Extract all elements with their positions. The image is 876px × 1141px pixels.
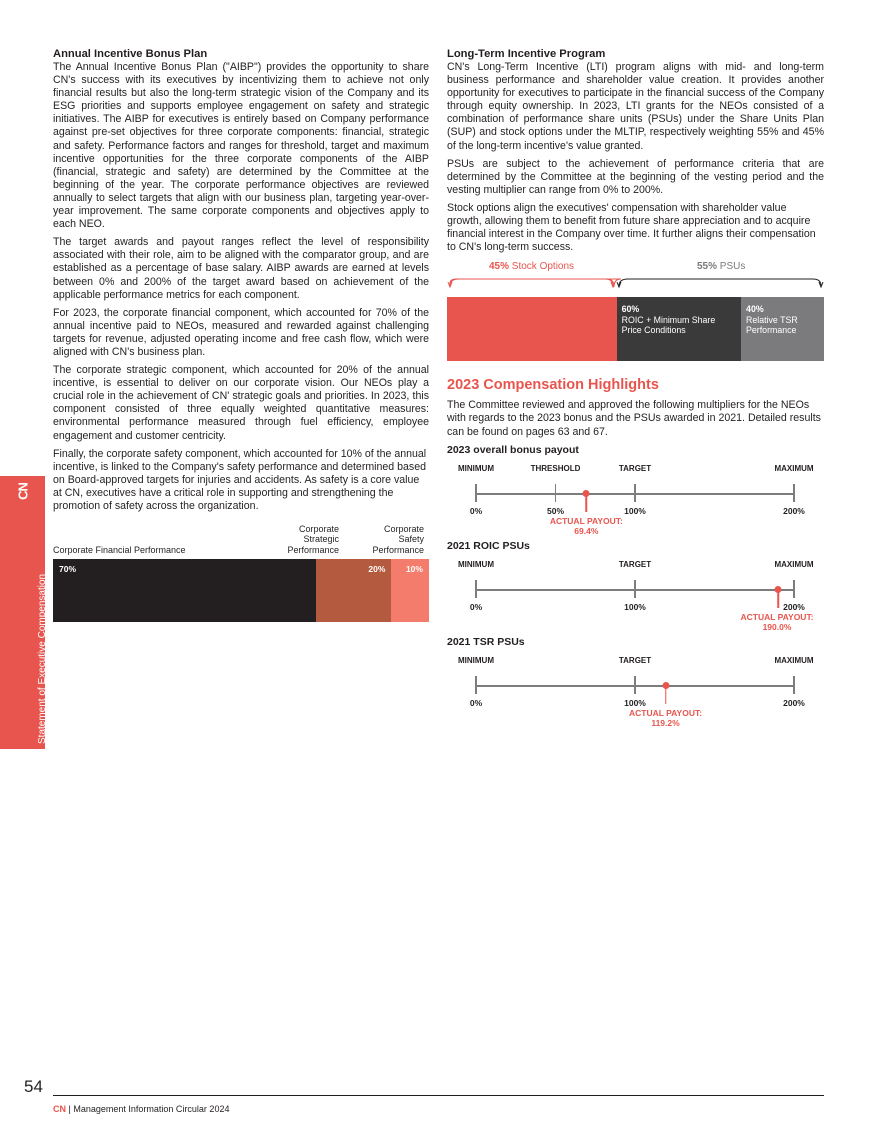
stock-options-segment bbox=[447, 297, 617, 361]
lti-paragraph-3: Stock options align the executives' compensation with shareholder value growth, allowing them to benefit from future share appreciation and to acquire financial interest in the Company over time. It further aligns their compensation to CN's long-term success. bbox=[447, 201, 816, 254]
roic-pct: 60% bbox=[621, 304, 640, 315]
tick-name-target: TARGET bbox=[618, 559, 652, 569]
roic-segment bbox=[617, 297, 741, 361]
bonus-payout-scale bbox=[447, 464, 824, 542]
tick-mark bbox=[793, 676, 795, 694]
tick-value: 200% bbox=[783, 505, 805, 516]
aibp-weighting-bar bbox=[53, 559, 429, 622]
section-title-vertical: Statement of Executive Compensation bbox=[37, 573, 48, 744]
aibp-component-labels bbox=[53, 519, 429, 559]
strategic-label: Corporate Strategic Performance bbox=[287, 523, 339, 555]
aibp-paragraph-4: The corporate strategic component, which accounted for 20% of the annual incentive, is essential to deliver on our corporate vision. Our NEOs play a crucial role in the achievement of CN' strategic goals and priorities. In 2023, this component consisted of three equally weighted quantitative measures: environmental performance measured through fuel efficiency, employee engagement and customer centricity. bbox=[53, 364, 429, 442]
tick-mark bbox=[793, 580, 795, 598]
tsr-segment bbox=[741, 297, 824, 361]
actual-payout-label bbox=[740, 612, 813, 632]
tick-mark bbox=[634, 484, 636, 502]
footer-doc-title: Management Information Circular 2024 bbox=[73, 1104, 230, 1114]
scale-title-tsr: 2021 TSR PSUs bbox=[447, 635, 525, 648]
lti-bar-header bbox=[447, 261, 824, 297]
tick-mark bbox=[634, 676, 636, 694]
footer-rule bbox=[53, 1095, 824, 1096]
actual-payout-caption: ACTUAL PAYOUT: bbox=[628, 707, 703, 718]
aibp-paragraph-2: The target awards and payout ranges reflect the level of responsibility associated with their role, aim to be aligned with the comparator group, and are established as a percentage of base salary. AIBP awards are earned at levels between 0% and 200% of the target award based on achievement of the applicable performance metrics for each component. bbox=[53, 236, 429, 301]
lti-brackets bbox=[447, 265, 824, 297]
tick-value: 0% bbox=[469, 505, 483, 516]
scale-title-bonus: 2023 overall bonus payout bbox=[447, 443, 579, 456]
tick-name-threshold: THRESHOLD bbox=[530, 463, 581, 473]
tick-name-maximum: MAXIMUM bbox=[774, 559, 814, 569]
tick-value: 100% bbox=[624, 601, 646, 612]
tick-value: 200% bbox=[783, 697, 805, 708]
strategic-pct: 20% bbox=[368, 564, 386, 575]
scale-title-roic: 2021 ROIC PSUs bbox=[447, 539, 530, 552]
tick-value: 0% bbox=[469, 697, 483, 708]
tick-name-maximum: MAXIMUM bbox=[774, 655, 814, 665]
highlights-title: 2023 Compensation Highlights bbox=[447, 377, 659, 394]
financial-label: Corporate Financial Performance bbox=[53, 544, 186, 555]
tsr-psu-scale bbox=[447, 656, 824, 734]
actual-payout-value: 190.0% bbox=[762, 621, 792, 632]
lti-heading: Long-Term Incentive Program bbox=[447, 48, 606, 60]
tick-mark bbox=[475, 676, 477, 694]
tsr-pct: 40% bbox=[746, 304, 764, 315]
roic-psu-scale bbox=[447, 560, 824, 638]
tick-value: 200% bbox=[783, 601, 805, 612]
tick-mark bbox=[475, 580, 477, 598]
tick-name-minimum: MINIMUM bbox=[458, 655, 494, 665]
actual-payout-value: 69.4% bbox=[574, 525, 599, 536]
tick-name-minimum: MINIMUM bbox=[458, 559, 494, 569]
strategic-segment bbox=[316, 559, 391, 622]
footer-separator: | bbox=[68, 1104, 71, 1114]
actual-payout-value: 119.2% bbox=[651, 717, 680, 728]
stock-options-label: Stock Options bbox=[511, 261, 575, 273]
lti-weighting-bar bbox=[447, 297, 824, 361]
tick-value: 100% bbox=[624, 505, 646, 516]
tick-value: 100% bbox=[624, 697, 646, 708]
footer-brand: CN bbox=[53, 1104, 66, 1114]
aibp-heading: Annual Incentive Bonus Plan bbox=[53, 48, 208, 60]
left-column bbox=[53, 48, 429, 622]
page-number: 54 bbox=[24, 1077, 43, 1096]
tick-mark bbox=[634, 580, 636, 598]
roic-label: ROIC + Minimum Share Price Conditions bbox=[621, 314, 716, 336]
aibp-paragraph-1: The Annual Incentive Bonus Plan ("AIBP") provides the opportunity to share CN's success with its executives by incentivizing them to achieve not only financial results but also the long-term strategic vision of the Company and its ESG priorities and supports employee engagement on safety and strategic initiatives. The AIBP for executives is entirely based on Company performance against pre-set objectives for three corporate components: financial, strategic and safety. Performance factors and ranges for threshold, target and maximum incentive opportunities for the three corporate components of the AIBP (financial, strategic and safety) are determined by the Committee at the beginning of the year. The corporate performance objectives are reviewed annually to select targets that align with our business plan, targeting year-over-year improvement. The same corporate components and objectives apply to each NEO. bbox=[53, 61, 429, 231]
financial-pct: 70% bbox=[59, 564, 77, 575]
actual-payout-label bbox=[550, 516, 623, 536]
tick-mark bbox=[555, 484, 557, 502]
lti-paragraph-1: CN's Long-Term Incentive (LTI) program aligns with mid- and long-term business performance and shareholder value creation. It provides another opportunity for executives to participate in the financial success of the Company through equity ownership. In 2023, LTI grants for the NEOs consisted of a combination of performance share units (PSUs) under the Share Units Plan (SUP) and stock options under the MLTIP, respectively weighting 55% and 45% of the long-term incentive's value granted. bbox=[447, 61, 824, 152]
actual-payout-marker bbox=[775, 586, 782, 593]
actual-payout-label bbox=[629, 708, 702, 728]
actual-payout-marker bbox=[662, 682, 669, 689]
tick-name-target: TARGET bbox=[618, 463, 652, 473]
highlights-intro: The Committee reviewed and approved the following multipliers for the NEOs with regards to the 2023 bonus and the PSUs awarded in 2021. Detailed results can be found on pages 63 and 67. bbox=[447, 399, 821, 438]
tsr-label: Relative TSR Performance bbox=[746, 314, 798, 336]
cn-logo: CN bbox=[15, 483, 31, 500]
aibp-paragraph-5: Finally, the corporate safety component, which accounted for 10% of the annual incentive, is linked to the Company's safety performance and determined based on Board-approved targets for injuries and accidents. As safety is a core value at CN, executives have a critical role in supporting and strengthening the promotion of safety across the organization. bbox=[53, 447, 427, 512]
tick-name-minimum: MINIMUM bbox=[458, 463, 494, 473]
actual-payout-caption: ACTUAL PAYOUT: bbox=[549, 515, 623, 526]
tick-name-maximum: MAXIMUM bbox=[774, 463, 814, 473]
aibp-paragraph-3: For 2023, the corporate financial component, which accounted for 70% of the annual incentive paid to NEOs, measured and rewarded against challenging targets for revenue, adjusted operating income and free cash flow, which were aligned with CN's business plan. bbox=[53, 306, 429, 358]
stock-options-pct: 45% bbox=[489, 261, 510, 273]
actual-payout-caption: ACTUAL PAYOUT: bbox=[740, 611, 814, 622]
tick-mark bbox=[793, 484, 795, 502]
safety-label: Corporate Safety Performance bbox=[372, 523, 424, 555]
psus-pct: 55% bbox=[697, 261, 718, 273]
section-side-tab bbox=[0, 476, 48, 749]
tick-value: 0% bbox=[469, 601, 483, 612]
financial-segment bbox=[53, 559, 316, 622]
footer-text bbox=[53, 1104, 229, 1114]
safety-pct: 10% bbox=[405, 564, 423, 575]
lti-paragraph-2: PSUs are subject to the achievement of performance criteria that are determined by the Committee at the beginning of the vesting period and the vesting multiplier can range from 0% to 200%. bbox=[447, 157, 824, 196]
safety-segment bbox=[391, 559, 429, 622]
tick-name-target: TARGET bbox=[618, 655, 652, 665]
right-column bbox=[447, 48, 824, 734]
tick-mark bbox=[475, 484, 477, 502]
tick-value: 50% bbox=[546, 505, 565, 516]
payout-scales bbox=[447, 444, 824, 734]
actual-payout-marker bbox=[583, 490, 590, 497]
psus-label: PSUs bbox=[719, 261, 746, 273]
